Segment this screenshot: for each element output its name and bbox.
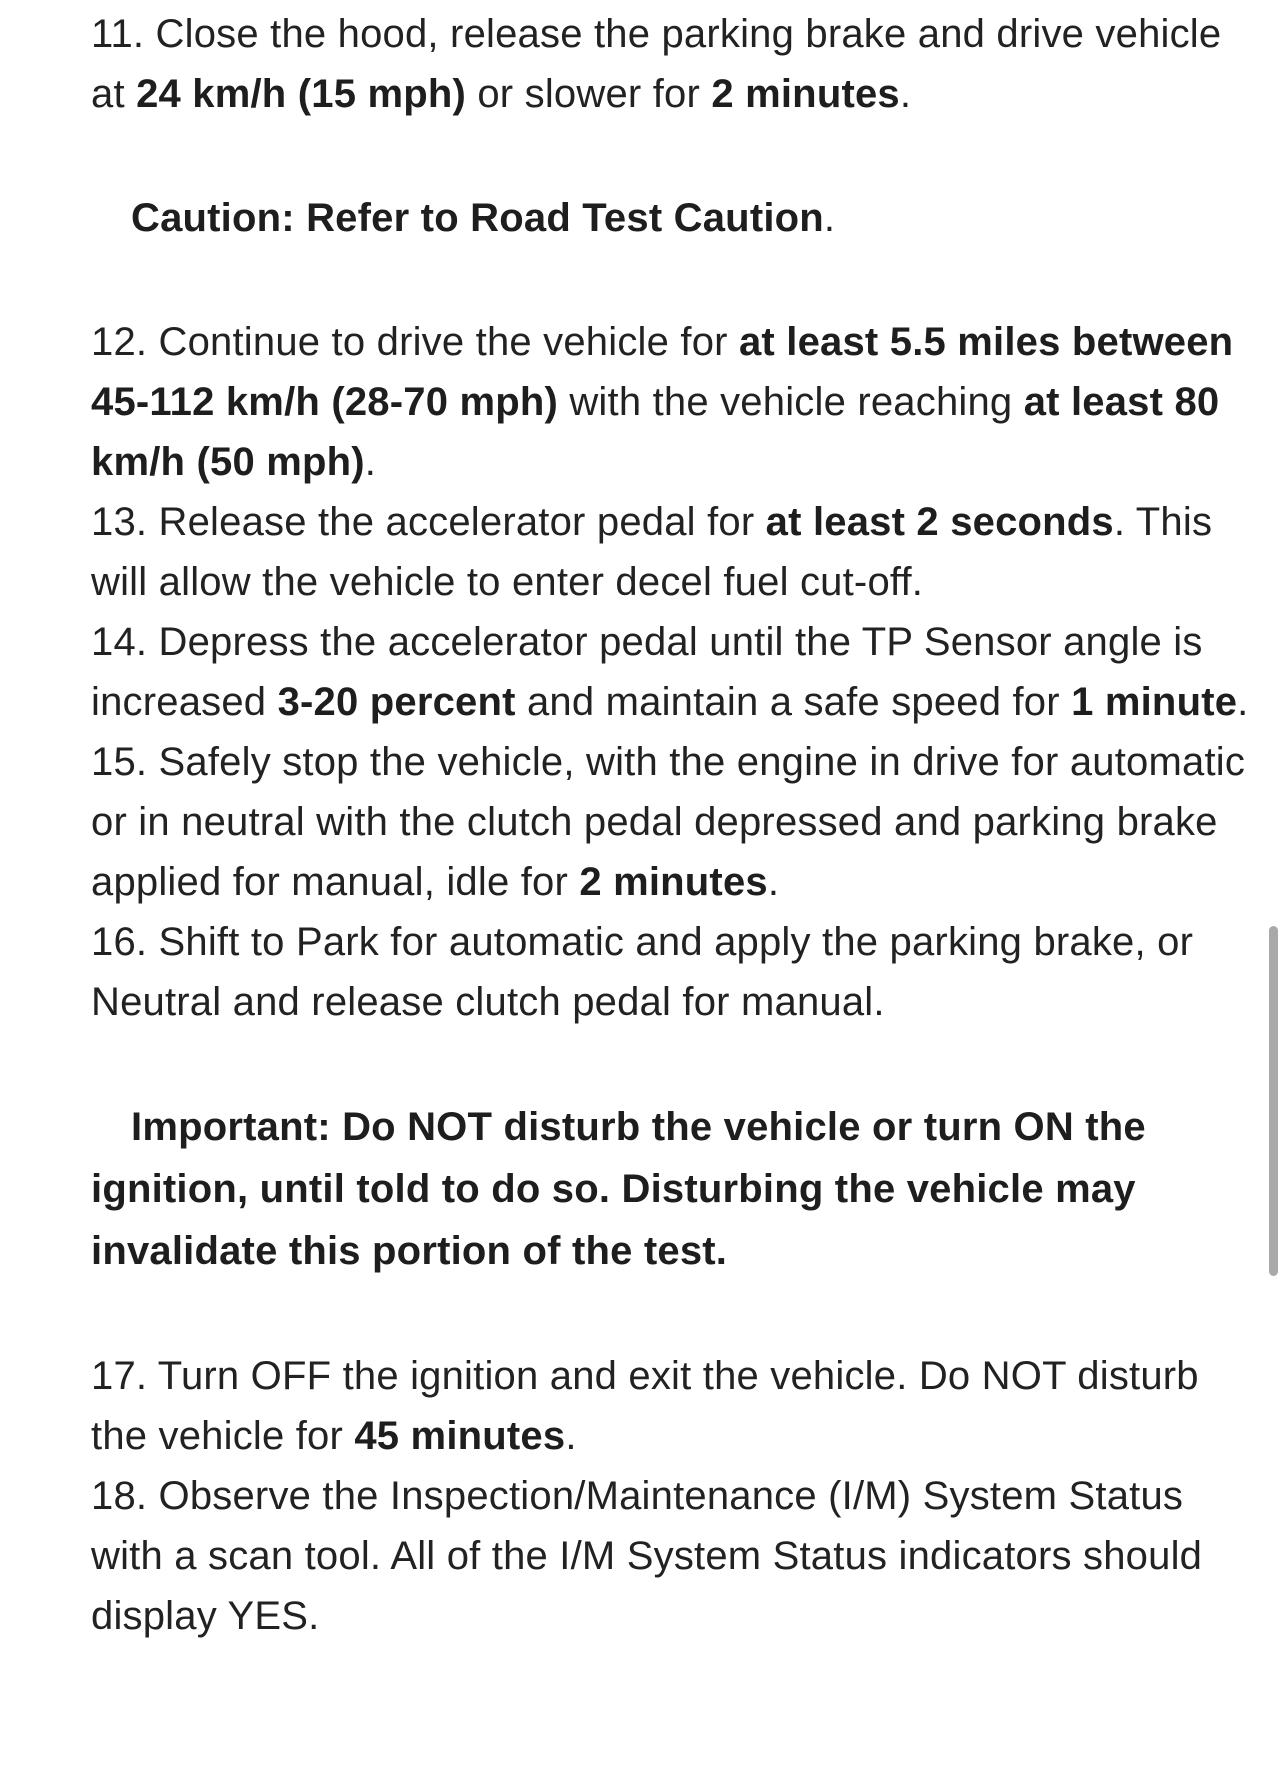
scrollbar-thumb[interactable] [1269, 926, 1278, 1276]
step-13-text-0: 13. Release the accelerator pedal for [91, 500, 766, 544]
step-11-text-0: 11. Close the hood, release the parking brake and drive vehicle at [91, 12, 1222, 116]
step-11-text-4: . [899, 72, 912, 116]
step-15-text-0: 15. Safely stop the vehicle, with the engine in drive for automatic or in neutral with the clutch pedal depressed and parking brake applied for manual, idle for [91, 740, 1246, 904]
step-15-text-2: . [767, 860, 780, 904]
document-body [91, 0, 1261, 1646]
step-12-text-2: with the vehicle reaching [558, 380, 1024, 424]
step-14 [91, 612, 1261, 732]
step-11-text-1: 24 km/h (15 mph) [136, 72, 467, 116]
step-11 [91, 0, 1261, 124]
step-14-text-1: 3-20 percent [277, 680, 516, 724]
step-16-text-0: 16. Shift to Park for automatic and apply the parking brake, or Neutral and release clutch pedal for manual. [91, 920, 1194, 1024]
step-14-text-0: 14. Depress the accelerator pedal until the TP Sensor angle is increased [91, 620, 1203, 724]
scrollbar[interactable] [1268, 0, 1284, 1784]
step-17 [91, 1346, 1261, 1466]
step-17-text-0: 17. Turn OFF the ignition and exit the vehicle. Do NOT disturb the vehicle for [91, 1354, 1199, 1458]
step-12-text-0: 12. Continue to drive the vehicle for [91, 320, 739, 364]
step-16 [91, 912, 1261, 1032]
step-11-text-3: 2 minutes [711, 72, 900, 116]
step-12 [91, 312, 1261, 492]
step-11-text-2: or slower for [466, 72, 712, 116]
step-17-text-1: 45 minutes [354, 1414, 566, 1458]
step-13-text-2: . This will allow the vehicle to enter decel fuel cut-off. [91, 500, 1213, 604]
step-15-text-1: 2 minutes [579, 860, 768, 904]
step-15 [91, 732, 1261, 912]
step-14-text-3: 1 minute [1071, 680, 1238, 724]
step-13-text-1: at least 2 seconds [765, 500, 1114, 544]
step-18-text-0: 18. Observe the Inspection/Maintenance (I/M) System Status with a scan tool. All of the I/M System Status indicators should display YES. [91, 1474, 1203, 1638]
caution-note [91, 188, 1261, 248]
step-12-text-3: at least 80 km/h (50 mph) [91, 380, 1220, 484]
caution-text-1: . [823, 196, 836, 240]
important-text-0: Important: Do NOT disturb the vehicle or turn ON the ignition, until told to do so. Disturbing the vehicle may invalidate this portion of the test. [91, 1105, 1146, 1273]
step-13 [91, 492, 1261, 612]
step-14-text-4: . [1237, 680, 1249, 724]
step-12-text-4: . [364, 440, 377, 484]
step-17-text-2: . [565, 1414, 577, 1458]
step-12-text-1: at least 5.5 miles between 45-112 km/h (28-70 mph) [91, 320, 1234, 424]
important-note [91, 1096, 1261, 1282]
step-18 [91, 1466, 1261, 1646]
caution-text-0: Caution: Refer to Road Test Caution [131, 196, 824, 240]
step-14-text-2: and maintain a safe speed for [515, 680, 1072, 724]
